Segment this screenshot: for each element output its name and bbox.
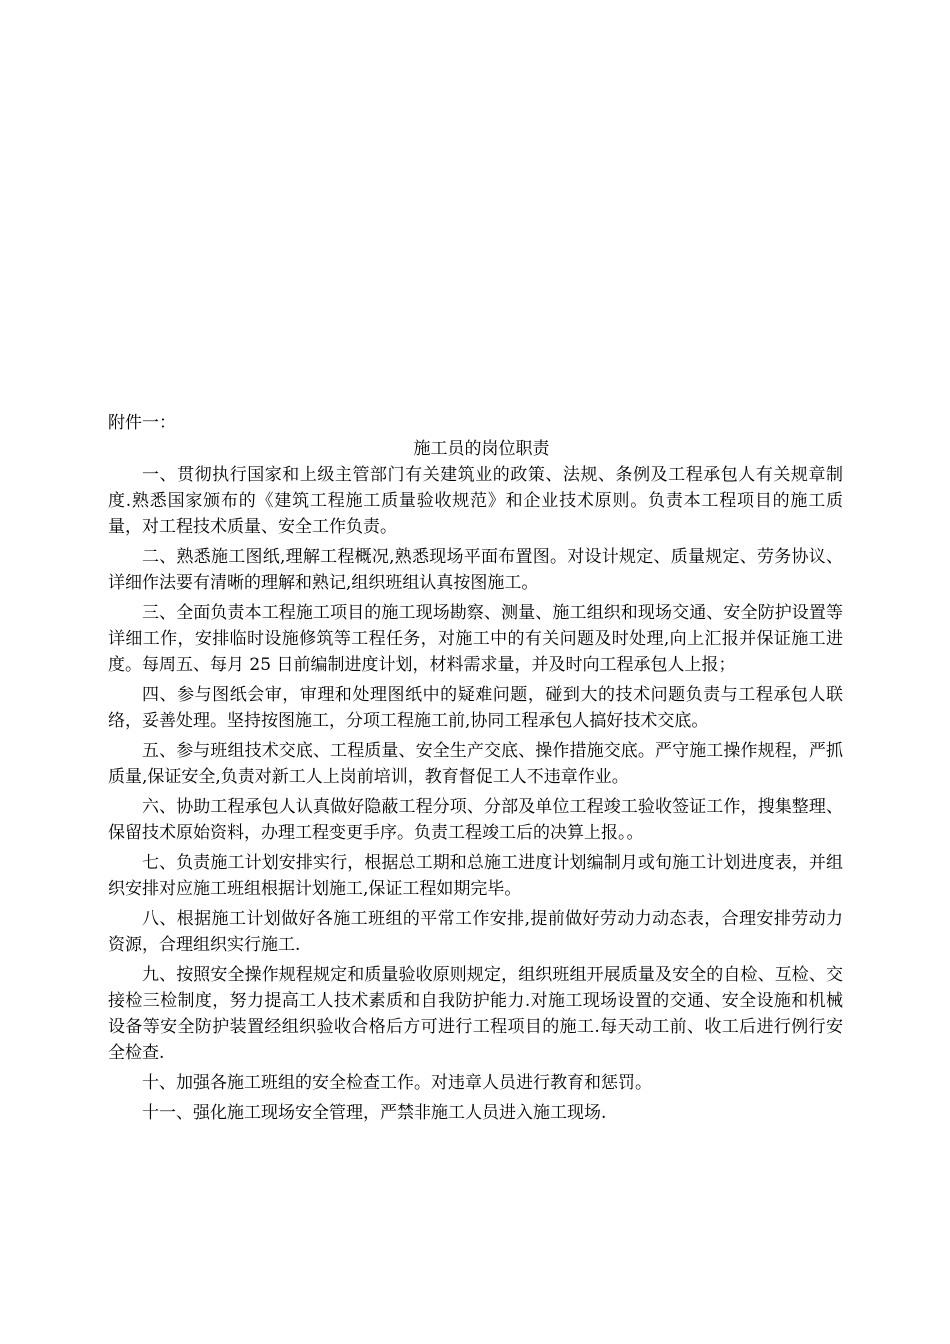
duty-paragraph-10: 十、加强各施工班组的安全检查工作。对违章人员进行教育和惩罚。 [142, 1073, 652, 1093]
document-body [108, 410, 843, 1130]
duty-paragraph-1: 一、贯彻执行国家和上级主管部门有关建筑业的政策、法规、条例及工程承包人有关规章制度.熟悉国家颁布的《建筑工程施工质量验收规范》和企业技术原则。负责本工程项目的施工质量，对工程技术质量、安全工作负责。 [108, 465, 843, 537]
duty-paragraph-3: 三、全面负责本工程施工项目的施工现场勘察、测量、施工组织和现场交通、安全防护设置等详细工作，安排临时设施修筑等工程任务，对施工中的有关问题及时处理,向上汇报并保证施工进度。每周五、每月 25 日前编制进度计划，材料需求量，并及时向工程承包人上报； [108, 603, 843, 675]
duty-paragraph-4: 四、参与图纸会审，审理和处理图纸中的疑难问题，碰到大的技术问题负责与工程承包人联络，妥善处理。坚持按图施工，分项工程施工前,协同工程承包人搞好技术交底。 [108, 685, 843, 731]
duty-paragraph-5: 五、参与班组技术交底、工程质量、安全生产交底、操作措施交底。严守施工操作规程，严抓质量,保证安全,负责对新工人上岗前培训，教育督促工人不违章作业。 [108, 741, 843, 787]
attachment-label: 附件一： [108, 413, 176, 433]
duty-paragraph-7: 七、负责施工计划安排实行，根据总工期和总施工进度计划编制月或旬施工计划进度表，并组织安排对应施工班组根据计划施工,保证工程如期完毕。 [108, 853, 843, 899]
duty-paragraph-6: 六、协助工程承包人认真做好隐蔽工程分项、分部及单位工程竣工验收签证工作，搜集整理、保留技术原始资料，办理工程变更手序。负责工程竣工后的决算上报。。 [108, 797, 843, 843]
duty-paragraph-11: 十一、强化施工现场安全管理，严禁非施工人员进入施工现场. [142, 1103, 607, 1123]
document-title: 施工员的岗位职责 [413, 439, 550, 459]
duty-paragraph-8: 八、根据施工计划做好各施工班组的平常工作安排,提前做好劳动力动态表，合理安排劳动力资源，合理组织实行施工. [108, 909, 843, 955]
duty-paragraph-2: 二、熟悉施工图纸,理解工程概况,熟悉现场平面布置图。对设计规定、质量规定、劳务协议、详细作法要有清晰的理解和熟记,组织班组认真按图施工。 [108, 547, 843, 593]
duty-paragraph-9: 九、按照安全操作规程规定和质量验收原则规定，组织班组开展质量及安全的自检、互检、交接检三检制度，努力提高工人技术素质和自我防护能力.对施工现场设置的交通、安全设施和机械设备等安全防护装置经组织验收合格后方可进行工程项目的施工.每天动工前、收工后进行例行安全检查. [108, 965, 843, 1063]
